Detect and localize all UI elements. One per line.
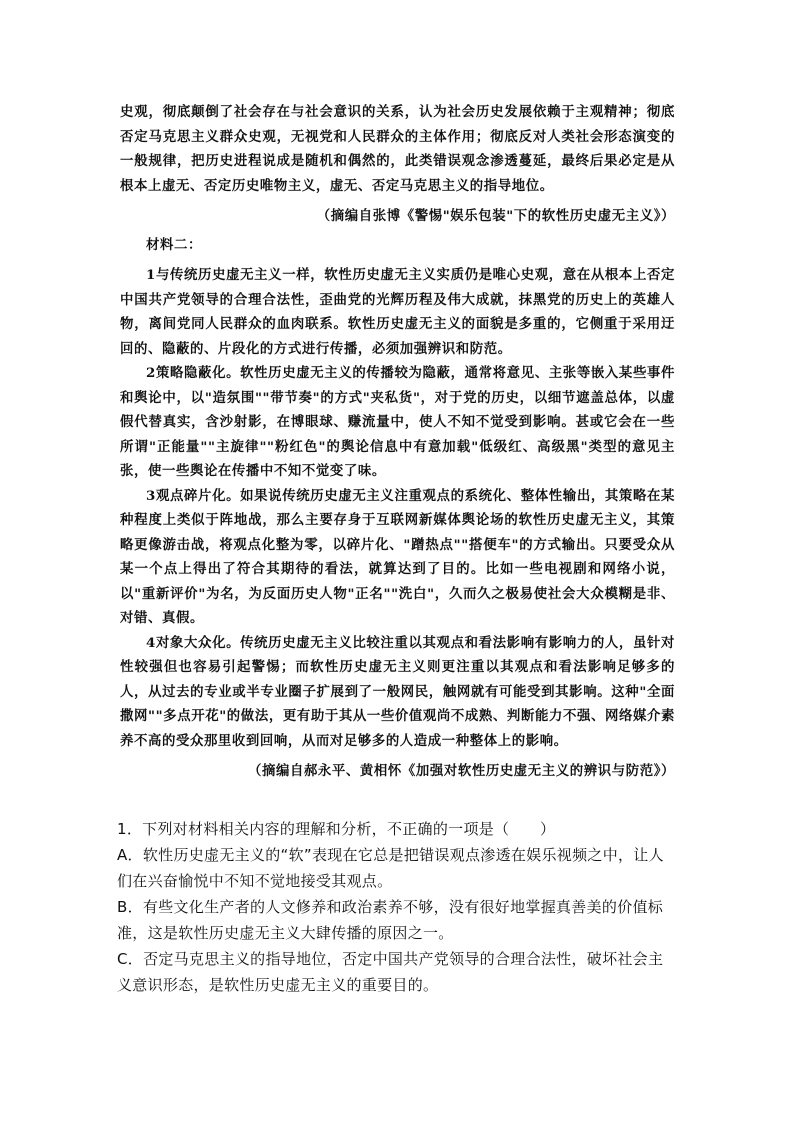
source-citation-2: （摘编自郝永平、黄相怀《加强对软性历史虚无主义的辨识与防范》） bbox=[247, 763, 675, 779]
option-b[interactable]: B．有些文化生产者的人文修养和政治素养不够，没有很好地掌握真善美的价值标准，这是软性历史虚无主义大肆传播的原因之一。 bbox=[117, 898, 664, 942]
question-stem: 1．下列对材料相关内容的理解和分析，不正确的一项是（ ） bbox=[117, 820, 556, 838]
passage-continuation: 史观，彻底颠倒了社会存在与社会意识的关系，认为社会历史发展依赖于主观精神；彻底否定马克思主义群众史观，无视党和人民群众的主体作用；彻底反对人类社会形态演变的一般规律，把历史进程说成是随机和偶然的，此类错误观念渗透蔓延，最终后果必定是从根本上虚无、否定历史唯物主义，虚无、否定马克思主义的指导地位。 bbox=[120, 104, 675, 194]
passage-column bbox=[120, 100, 675, 784]
source-citation-1: （摘编自张博《警惕"娱乐包装"下的软性历史虚无主义》） bbox=[316, 208, 675, 224]
paragraph-1: 1与传统历史虚无主义一样，软性历史虚无主义实质仍是唯心史观，意在从根本上否定中国共产党领导的合理合法性，歪曲党的光辉历程及伟大成就，抹黑党的历史上的英雄人物，离间党同人民群众的血肉联系。软性历史虚无主义的面貌是多重的，它侧重于采用迂回的、隐蔽的、片段化的方式进行传播，必须加强辨识和防范。 bbox=[120, 267, 675, 357]
question-block bbox=[117, 816, 677, 998]
paragraph-2: 2策略隐蔽化。软性历史虚无主义的传播较为隐蔽，通常将意见、主张等嵌入某些事件和舆论中，以"造氛围""带节奏"的方式"夹私货"，对于党的历史，以细节遮盖总体，以虚假代替真实，含沙射影，在博眼球、赚流量中，使人不知不觉受到影响。甚或它会在一些所谓"正能量""主旋律""粉红色"的舆论信息中有意加载"低级红、高级黑"类型的意见主张，使一些舆论在传播中不知不觉变了味。 bbox=[120, 365, 675, 479]
paragraph-3: 3观点碎片化。如果说传统历史虚无主义注重观点的系统化、整体性输出，其策略在某种程度上类似于阵地战，那么主要存身于互联网新媒体舆论场的软性历史虚无主义，其策略更像游击战，将观点化整为零，以碎片化、"蹭热点""搭便车"的方式输出。只要受众从某一个点上得出了符合其期待的看法，就算达到了目的。比如一些电视剧和网络小说，以"重新评价"为名，为反面历史人物"正名""洗白"，久而久之极易使社会大众模糊是非、对错、真假。 bbox=[120, 487, 675, 626]
paragraph-4: 4对象大众化。传统历史虚无主义比较注重以其观点和看法影响有影响力的人，虽针对性较强但也容易引起警惕；而软性历史虚无主义则更注重以其观点和看法影响足够多的人，从过去的专业或半专业圈子扩展到了一般网民，触网就有可能受到其影响。这种"全面撒网""多点开花"的做法，更有助于其从一些价值观尚不成熟、判断能力不强、网络媒介素养不高的受众那里收到回响，从而对足够多的人造成一种整体上的影响。 bbox=[120, 634, 675, 749]
option-c[interactable]: C．否定马克思主义的指导地位，否定中国共产党领导的合理合法性，破坏社会主义意识形态，是软性历史虚无主义的重要目的。 bbox=[117, 950, 664, 994]
option-a[interactable]: A．软性历史虚无主义的“软”表现在它总是把错误观点渗透在娱乐视频之中，让人们在兴奋愉悦中不知不觉地接受其观点。 bbox=[117, 846, 664, 890]
material-2-label: 材料二： bbox=[146, 236, 202, 253]
